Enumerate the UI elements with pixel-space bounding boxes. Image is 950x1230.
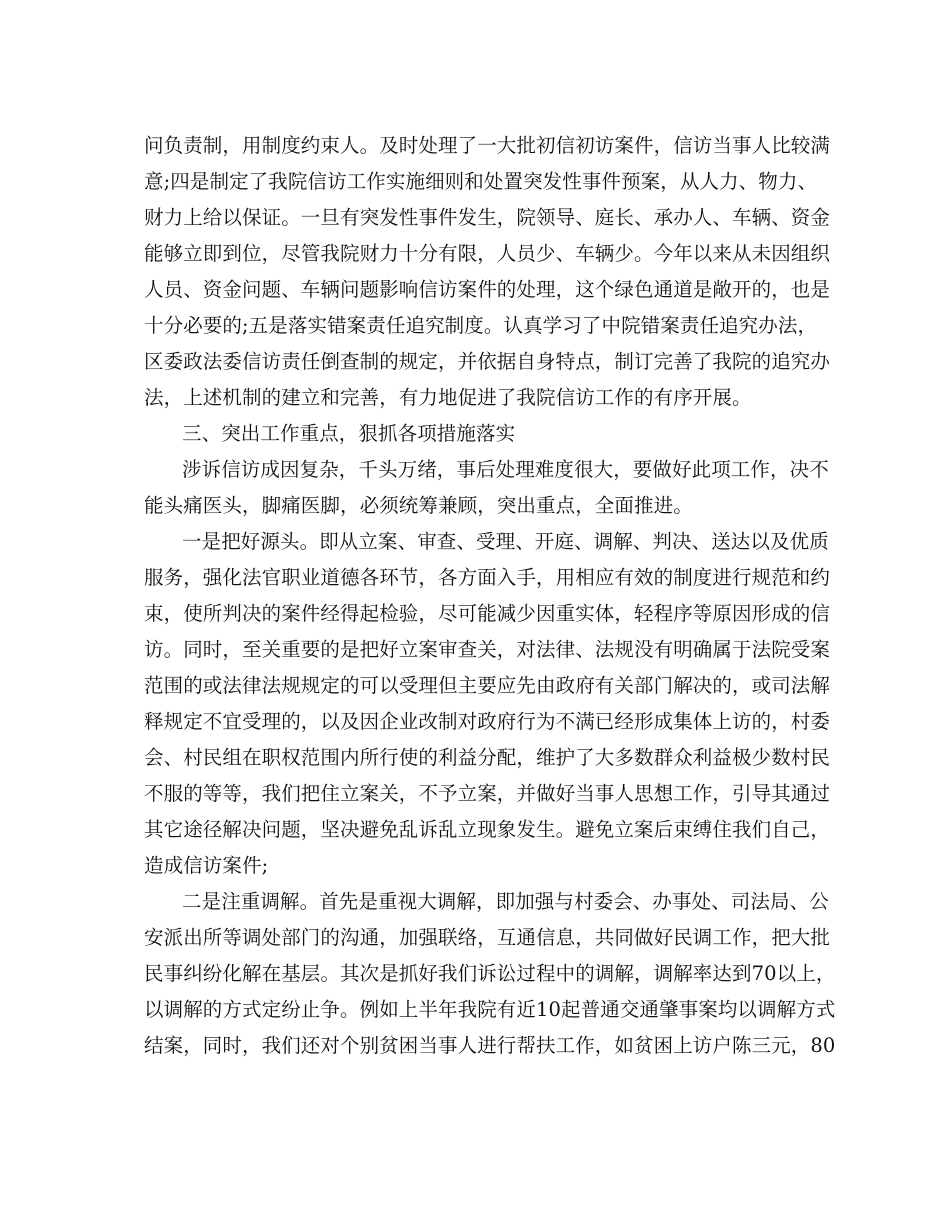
text-line: 人员、资金问题、车辆问题影响信访案件的处理，这个绿色通道是敞开的，也是 xyxy=(144,278,831,301)
text-line: 十分必要的;五是落实错案责任追究制度。认真学习了中院错案责任追究办法， xyxy=(144,314,818,337)
text-line: 服务，强化法官职业道德各环节，各方面入手，用相应有效的制度进行规范和约 xyxy=(144,566,831,589)
text-line: 意;四是制定了我院信访工作实施细则和处置突发性事件预案，从人力、物力、 xyxy=(144,170,818,193)
section-heading: 三、突出工作重点，狠抓各项措施落实 xyxy=(182,422,516,445)
text-line: 其它途径解决问题，坚决避免乱诉乱立现象发生。避免立案后束缚住我们自己， xyxy=(144,818,831,841)
text-line: 一是把好源头。即从立案、审查、受理、开庭、调解、判决、送达以及优质 xyxy=(182,530,829,553)
text-line: 以调解的方式定纷止争。例如上半年我院有近10起普通交通肇事案均以调解方式 xyxy=(144,998,836,1021)
text-line: 能够立即到位，尽管我院财力十分有限，人员少、车辆少。今年以来从未因组织 xyxy=(144,242,831,265)
text-line: 释规定不宜受理的，以及因企业改制对政府行为不满已经形成集体上访的，村委 xyxy=(144,710,831,733)
text-line: 财力上给以保证。一旦有突发性事件发生，院领导、庭长、承办人、车辆、资金 xyxy=(144,206,831,229)
text-line: 会、村民组在职权范围内所行使的利益分配，维护了大多数群众利益极少数村民 xyxy=(144,746,831,769)
text-line: 不服的等等，我们把住立案关，不予立案，并做好当事人思想工作，引导其通过 xyxy=(144,782,831,805)
text-line: 安派出所等调处部门的沟通，加强联络，互通信息，共同做好民调工作，把大批 xyxy=(144,926,831,949)
text-line: 法，上述机制的建立和完善，有力地促进了我院信访工作的有序开展。 xyxy=(144,386,752,409)
text-line: 区委政法委信访责任倒查制的规定，并依据自身特点，制订完善了我院的追究办 xyxy=(144,350,831,373)
text-line: 访。同时，至关重要的是把好立案审查关，对法律、法规没有明确属于法院受案 xyxy=(144,638,831,661)
text-line: 能头痛医头，脚痛医脚，必须统筹兼顾，突出重点，全面推进。 xyxy=(144,494,693,517)
text-line: 范围的或法律法规规定的可以受理但主要应先由政府有关部门解决的，或司法解 xyxy=(144,674,831,697)
text-line: 涉诉信访成因复杂，千头万绪，事后处理难度很大，要做好此项工作，决不 xyxy=(182,458,829,481)
text-line: 束，使所判决的案件经得起检验，尽可能减少因重实体，轻程序等原因形成的信 xyxy=(144,602,831,625)
text-line: 造成信访案件; xyxy=(144,854,269,877)
text-line: 民事纠纷化解在基层。其次是抓好我们诉讼过程中的调解，调解率达到70以上， xyxy=(144,962,836,985)
text-line: 问负责制，用制度约束人。及时处理了一大批初信初访案件，信访当事人比较满 xyxy=(144,134,831,157)
text-line: 二是注重调解。首先是重视大调解，即加强与村委会、办事处、司法局、公 xyxy=(182,890,829,913)
text-line: 结案，同时，我们还对个别贫困当事人进行帮扶工作，如贫困上访户陈三元，80 xyxy=(144,1034,836,1057)
